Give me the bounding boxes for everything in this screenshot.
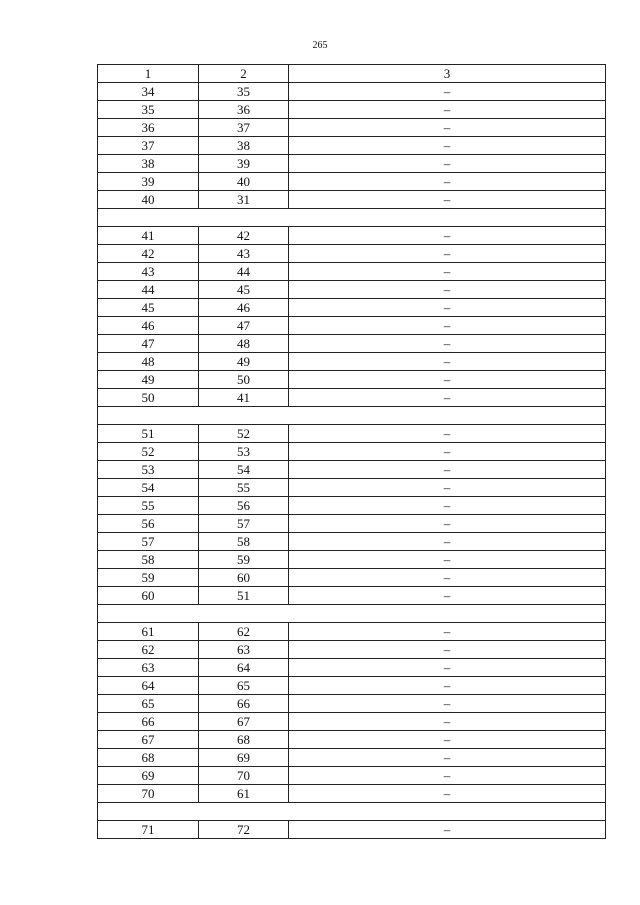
table-row <box>98 587 606 605</box>
table-row <box>98 749 606 767</box>
table-row <box>98 677 606 695</box>
cell-col-1: 66 <box>98 713 199 731</box>
dash-mark: – <box>443 119 451 135</box>
cell-col-1: 43 <box>98 263 199 281</box>
table-row <box>98 263 606 281</box>
cell-col-1: 35 <box>98 101 199 119</box>
cell-col-1: 34 <box>98 83 199 101</box>
column-header-3: 3 <box>289 65 606 83</box>
cell-col-1: 71 <box>98 821 199 839</box>
cell-col-2: 65 <box>199 677 289 695</box>
dash-mark: – <box>443 461 451 477</box>
cell-col-3 <box>289 821 606 839</box>
cell-col-3 <box>289 749 606 767</box>
cell-col-2: 44 <box>199 263 289 281</box>
cell-col-2: 70 <box>199 767 289 785</box>
cell-col-2: 46 <box>199 299 289 317</box>
cell-col-2: 48 <box>199 335 289 353</box>
cell-col-1: 57 <box>98 533 199 551</box>
cell-col-3 <box>289 281 606 299</box>
dash-mark: – <box>443 173 451 189</box>
table-row <box>98 137 606 155</box>
cell-col-3 <box>289 389 606 407</box>
table-row <box>98 119 606 137</box>
cell-col-2: 57 <box>199 515 289 533</box>
dash-mark: – <box>443 281 451 297</box>
cell-col-2: 35 <box>199 83 289 101</box>
table-row <box>98 335 606 353</box>
dash-mark: – <box>443 137 451 153</box>
table-row <box>98 641 606 659</box>
table-row <box>98 191 606 209</box>
dash-mark: – <box>443 749 451 765</box>
cell-col-2: 41 <box>199 389 289 407</box>
data-table <box>97 64 606 839</box>
cell-col-2: 69 <box>199 749 289 767</box>
table-row <box>98 479 606 497</box>
cell-col-3 <box>289 731 606 749</box>
cell-col-1: 65 <box>98 695 199 713</box>
cell-col-3 <box>289 425 606 443</box>
dash-mark: – <box>443 641 451 657</box>
table-row <box>98 425 606 443</box>
cell-col-2: 61 <box>199 785 289 803</box>
cell-col-1: 41 <box>98 227 199 245</box>
dash-mark: – <box>443 389 451 405</box>
dash-mark: – <box>443 425 451 441</box>
table-row <box>98 353 606 371</box>
cell-col-2: 52 <box>199 425 289 443</box>
cell-col-1: 53 <box>98 461 199 479</box>
cell-col-3 <box>289 767 606 785</box>
cell-col-3 <box>289 335 606 353</box>
cell-col-3 <box>289 101 606 119</box>
cell-col-2: 60 <box>199 569 289 587</box>
cell-col-1: 50 <box>98 389 199 407</box>
separator-cell <box>98 803 606 821</box>
table-row <box>98 371 606 389</box>
dash-mark: – <box>443 479 451 495</box>
cell-col-3 <box>289 353 606 371</box>
cell-col-1: 44 <box>98 281 199 299</box>
cell-col-3 <box>289 641 606 659</box>
dash-mark: – <box>443 263 451 279</box>
cell-col-2: 67 <box>199 713 289 731</box>
cell-col-3 <box>289 551 606 569</box>
dash-mark: – <box>443 317 451 333</box>
cell-col-2: 49 <box>199 353 289 371</box>
group-separator-row <box>98 209 606 227</box>
table-row <box>98 299 606 317</box>
cell-col-3 <box>289 677 606 695</box>
table-row <box>98 245 606 263</box>
cell-col-1: 48 <box>98 353 199 371</box>
cell-col-3 <box>289 587 606 605</box>
cell-col-3 <box>289 263 606 281</box>
cell-col-1: 47 <box>98 335 199 353</box>
cell-col-1: 70 <box>98 785 199 803</box>
dash-mark: – <box>443 767 451 783</box>
cell-col-2: 54 <box>199 461 289 479</box>
cell-col-2: 45 <box>199 281 289 299</box>
dash-mark: – <box>443 155 451 171</box>
table-row <box>98 551 606 569</box>
table-row <box>98 569 606 587</box>
cell-col-2: 58 <box>199 533 289 551</box>
dash-mark: – <box>443 191 451 207</box>
cell-col-3 <box>289 659 606 677</box>
table-row <box>98 767 606 785</box>
cell-col-3 <box>289 515 606 533</box>
cell-col-1: 46 <box>98 317 199 335</box>
table-row <box>98 173 606 191</box>
dash-mark: – <box>443 83 451 99</box>
dash-mark: – <box>443 227 451 243</box>
dash-mark: – <box>443 443 451 459</box>
cell-col-2: 63 <box>199 641 289 659</box>
table-row <box>98 515 606 533</box>
dash-mark: – <box>443 371 451 387</box>
cell-col-2: 56 <box>199 497 289 515</box>
cell-col-3 <box>289 137 606 155</box>
table-row <box>98 461 606 479</box>
cell-col-2: 50 <box>199 371 289 389</box>
cell-col-1: 49 <box>98 371 199 389</box>
cell-col-1: 52 <box>98 443 199 461</box>
cell-col-3 <box>289 227 606 245</box>
table-row <box>98 821 606 839</box>
cell-col-2: 62 <box>199 623 289 641</box>
cell-col-1: 36 <box>98 119 199 137</box>
dash-mark: – <box>443 353 451 369</box>
cell-col-3 <box>289 191 606 209</box>
cell-col-3 <box>289 245 606 263</box>
column-header-1: 1 <box>98 65 199 83</box>
group-separator-row <box>98 605 606 623</box>
cell-col-1: 45 <box>98 299 199 317</box>
cell-col-2: 66 <box>199 695 289 713</box>
table-row <box>98 281 606 299</box>
cell-col-1: 40 <box>98 191 199 209</box>
table-row <box>98 623 606 641</box>
dash-mark: – <box>443 533 451 549</box>
group-separator-row <box>98 407 606 425</box>
cell-col-1: 67 <box>98 731 199 749</box>
cell-col-2: 55 <box>199 479 289 497</box>
dash-mark: – <box>443 785 451 801</box>
dash-mark: – <box>443 587 451 603</box>
dash-mark: – <box>443 299 451 315</box>
cell-col-2: 53 <box>199 443 289 461</box>
cell-col-1: 61 <box>98 623 199 641</box>
dash-mark: – <box>443 569 451 585</box>
cell-col-2: 38 <box>199 137 289 155</box>
table-row <box>98 497 606 515</box>
cell-col-2: 39 <box>199 155 289 173</box>
table-row <box>98 713 606 731</box>
table-row <box>98 389 606 407</box>
cell-col-1: 56 <box>98 515 199 533</box>
group-separator-row <box>98 803 606 821</box>
table-row <box>98 317 606 335</box>
cell-col-2: 42 <box>199 227 289 245</box>
table-row <box>98 659 606 677</box>
cell-col-3 <box>289 371 606 389</box>
cell-col-3 <box>289 623 606 641</box>
cell-col-2: 36 <box>199 101 289 119</box>
table-row <box>98 227 606 245</box>
cell-col-2: 72 <box>199 821 289 839</box>
cell-col-2: 43 <box>199 245 289 263</box>
table-row <box>98 785 606 803</box>
table-body <box>98 83 606 839</box>
cell-col-3 <box>289 173 606 191</box>
dash-mark: – <box>443 245 451 261</box>
dash-mark: – <box>443 659 451 675</box>
cell-col-2: 51 <box>199 587 289 605</box>
dash-mark: – <box>443 713 451 729</box>
cell-col-1: 63 <box>98 659 199 677</box>
dash-mark: – <box>443 695 451 711</box>
cell-col-1: 42 <box>98 245 199 263</box>
cell-col-2: 31 <box>199 191 289 209</box>
cell-col-3 <box>289 695 606 713</box>
cell-col-3 <box>289 317 606 335</box>
cell-col-1: 69 <box>98 767 199 785</box>
cell-col-1: 64 <box>98 677 199 695</box>
cell-col-2: 37 <box>199 119 289 137</box>
dash-mark: – <box>443 497 451 513</box>
table-row <box>98 443 606 461</box>
cell-col-3 <box>289 119 606 137</box>
cell-col-3 <box>289 299 606 317</box>
dash-mark: – <box>443 731 451 747</box>
cell-col-3 <box>289 443 606 461</box>
cell-col-3 <box>289 497 606 515</box>
cell-col-3 <box>289 479 606 497</box>
cell-col-1: 54 <box>98 479 199 497</box>
cell-col-2: 68 <box>199 731 289 749</box>
dash-mark: – <box>443 677 451 693</box>
cell-col-3 <box>289 155 606 173</box>
separator-cell <box>98 407 606 425</box>
table-row <box>98 101 606 119</box>
dash-mark: – <box>443 101 451 117</box>
cell-col-3 <box>289 785 606 803</box>
cell-col-1: 38 <box>98 155 199 173</box>
cell-col-3 <box>289 713 606 731</box>
separator-cell <box>98 209 606 227</box>
page-number: 265 <box>312 40 328 51</box>
cell-col-1: 68 <box>98 749 199 767</box>
table-row <box>98 155 606 173</box>
cell-col-3 <box>289 533 606 551</box>
cell-col-1: 39 <box>98 173 199 191</box>
cell-col-2: 64 <box>199 659 289 677</box>
cell-col-3 <box>289 569 606 587</box>
cell-col-1: 55 <box>98 497 199 515</box>
table-header-row <box>98 65 606 83</box>
cell-col-2: 40 <box>199 173 289 191</box>
cell-col-3 <box>289 83 606 101</box>
cell-col-1: 62 <box>98 641 199 659</box>
cell-col-1: 51 <box>98 425 199 443</box>
table-row <box>98 695 606 713</box>
cell-col-2: 59 <box>199 551 289 569</box>
cell-col-1: 60 <box>98 587 199 605</box>
dash-mark: – <box>443 515 451 531</box>
dash-mark: – <box>443 821 451 837</box>
table-row <box>98 533 606 551</box>
dash-mark: – <box>443 335 451 351</box>
column-header-2: 2 <box>199 65 289 83</box>
table-row <box>98 731 606 749</box>
cell-col-1: 37 <box>98 137 199 155</box>
cell-col-1: 59 <box>98 569 199 587</box>
cell-col-3 <box>289 461 606 479</box>
separator-cell <box>98 605 606 623</box>
cell-col-1: 58 <box>98 551 199 569</box>
table-row <box>98 83 606 101</box>
dash-mark: – <box>443 623 451 639</box>
dash-mark: – <box>443 551 451 567</box>
cell-col-2: 47 <box>199 317 289 335</box>
